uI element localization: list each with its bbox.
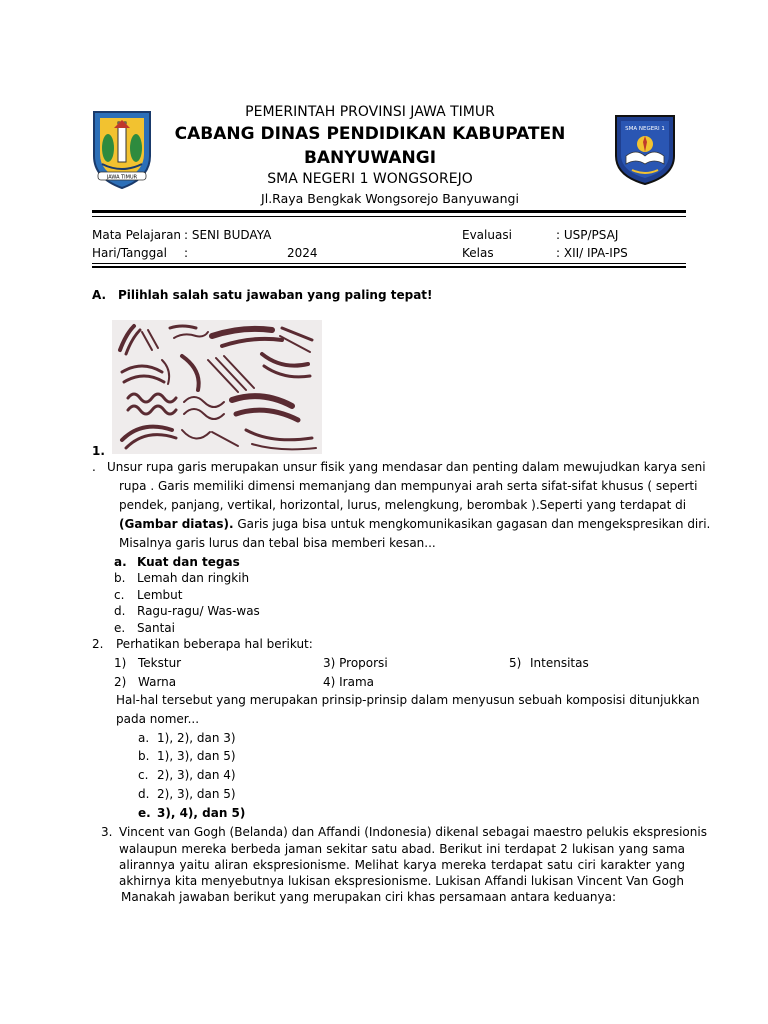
- info-rule: [92, 263, 686, 264]
- q1-option-c[interactable]: Lembut: [137, 588, 183, 602]
- q2-text-line2: pada nomer...: [116, 712, 200, 726]
- subject-value: : SENI BUDAYA: [184, 228, 272, 242]
- q1-option-c-letter: c.: [114, 588, 125, 602]
- q3-number: 3.: [101, 825, 113, 839]
- line-strokes-image: [112, 320, 322, 454]
- q3-line4: akhirnya kita menyebutnya lukisan ekspresionisme. Lukisan Affandi lukisan Vincent Van Gogh: [119, 874, 685, 888]
- header-address: Jl.Raya Bengkak Wongsorejo Banyuwangi: [261, 191, 519, 206]
- q1-text-line3: pendek, panjang, vertikal, horizontal, lurus, melengkung, berombak ).Seperti yang terdapat di: [119, 498, 687, 512]
- q1-option-d-letter: d.: [114, 604, 126, 618]
- province-logo: [88, 108, 156, 190]
- q1-number: 1.: [92, 444, 105, 458]
- q1-option-d[interactable]: Ragu-ragu/ Was-was: [137, 604, 260, 618]
- section-letter: A.: [92, 288, 107, 302]
- class-value: : XII/ IPA-IPS: [556, 246, 628, 260]
- q2-item-5: Intensitas: [530, 656, 589, 670]
- province-logo-text: JAWA TIMUR: [106, 174, 138, 181]
- q1-option-b[interactable]: Lemah dan ringkih: [137, 571, 250, 585]
- header-line1: PEMERINTAH PROVINSI JAWA TIMUR: [245, 104, 495, 120]
- q2-item-2: Warna: [138, 675, 177, 689]
- q2-option-c-letter: c.: [138, 768, 149, 782]
- q2-item-2-num: 2): [114, 675, 127, 689]
- q1-option-a[interactable]: Kuat dan tegas: [137, 555, 240, 569]
- subject-label: Mata Pelajaran: [92, 228, 182, 242]
- q2-item-1: Tekstur: [138, 656, 182, 670]
- header-line2: CABANG DINAS PENDIDIKAN KABUPATEN: [174, 124, 566, 144]
- school-logo-text: SMA NEGERI 1: [625, 126, 665, 132]
- header-rule: [92, 210, 686, 213]
- school-logo: [612, 112, 678, 186]
- eval-label: Evaluasi: [462, 228, 512, 242]
- q1-option-a-letter: a.: [114, 555, 127, 569]
- q2-option-c[interactable]: 2), 3), dan 4): [157, 768, 236, 782]
- q1-option-e-letter: e.: [114, 621, 126, 635]
- q2-option-a[interactable]: 1), 2), dan 3): [157, 731, 236, 745]
- class-label: Kelas: [462, 246, 494, 260]
- header-line4: SMA NEGERI 1 WONGSOREJO: [267, 171, 473, 187]
- q2-item-3: 3) Proporsi: [323, 656, 388, 670]
- eval-value: : USP/PSAJ: [556, 228, 619, 242]
- q1-option-e[interactable]: Santai: [137, 621, 175, 635]
- q2-option-a-letter: a.: [138, 731, 150, 745]
- q1-text-line4: [119, 517, 711, 531]
- header-rule-thin: [92, 216, 686, 217]
- q3-line3: alirannya yaitu aliran ekspresionisme. Melihat karya mereka terdapat satu ciri karakter yang: [119, 858, 685, 872]
- q2-option-e-letter: e.: [138, 806, 151, 820]
- q2-item-4: 4) Irama: [323, 675, 374, 689]
- q1-text-line1: Unsur rupa garis merupakan unsur fisik yang mendasar dan penting dalam mewujudkan karya seni: [107, 460, 706, 474]
- date-value: 2024: [287, 246, 318, 260]
- q2-intro: Perhatikan beberapa hal berikut:: [116, 637, 313, 651]
- q1-dot: .: [92, 460, 96, 474]
- q2-option-b-letter: b.: [138, 749, 150, 763]
- q2-item-5-num: 5): [509, 656, 522, 670]
- q1-text-line2: rupa . Garis memiliki dimensi memanjang dan mempunyai arah serta sifat-sifat khusus ( seperti: [119, 479, 698, 493]
- date-label: Hari/Tanggal: [92, 246, 167, 260]
- q3-line2: walaupun mereka berbeda jaman sekitar satu abad. Berikut ini terdapat 2 lukisan yang sama: [119, 842, 685, 856]
- q2-option-e[interactable]: 3), 4), dan 5): [157, 806, 246, 820]
- q2-text-line1: Hal-hal tersebut yang merupakan prinsip-prinsip dalam menyusun sebuah komposisi ditunjukkan: [116, 693, 700, 707]
- info-rule-thick: [92, 266, 686, 268]
- q2-option-d[interactable]: 2), 3), dan 5): [157, 787, 236, 801]
- q1-text-line5: Misalnya garis lurus dan tebal bisa memberi kesan...: [119, 536, 436, 550]
- q1-text-line4-rest: Garis juga bisa untuk mengkomunikasikan gagasan dan mengekspresikan diri.: [233, 517, 711, 531]
- q2-option-b[interactable]: 1), 3), dan 5): [157, 749, 236, 763]
- q1-text-bold: (Gambar diatas).: [119, 517, 234, 531]
- header-line3: BANYUWANGI: [303, 148, 437, 168]
- section-title: Pilihlah salah satu jawaban yang paling tepat!: [118, 288, 433, 302]
- q3-line1: Vincent van Gogh (Belanda) dan Affandi (Indonesia) dikenal sebagai maestro pelukis ekspresionis: [119, 825, 707, 839]
- q1-option-b-letter: b.: [114, 571, 126, 585]
- q2-option-d-letter: d.: [138, 787, 150, 801]
- q2-number: 2.: [92, 637, 104, 651]
- q3-line5: Manakah jawaban berikut yang merupakan ciri khas persamaan antara keduanya:: [121, 890, 617, 904]
- q2-item-1-num: 1): [114, 656, 127, 670]
- date-colon: :: [184, 246, 189, 260]
